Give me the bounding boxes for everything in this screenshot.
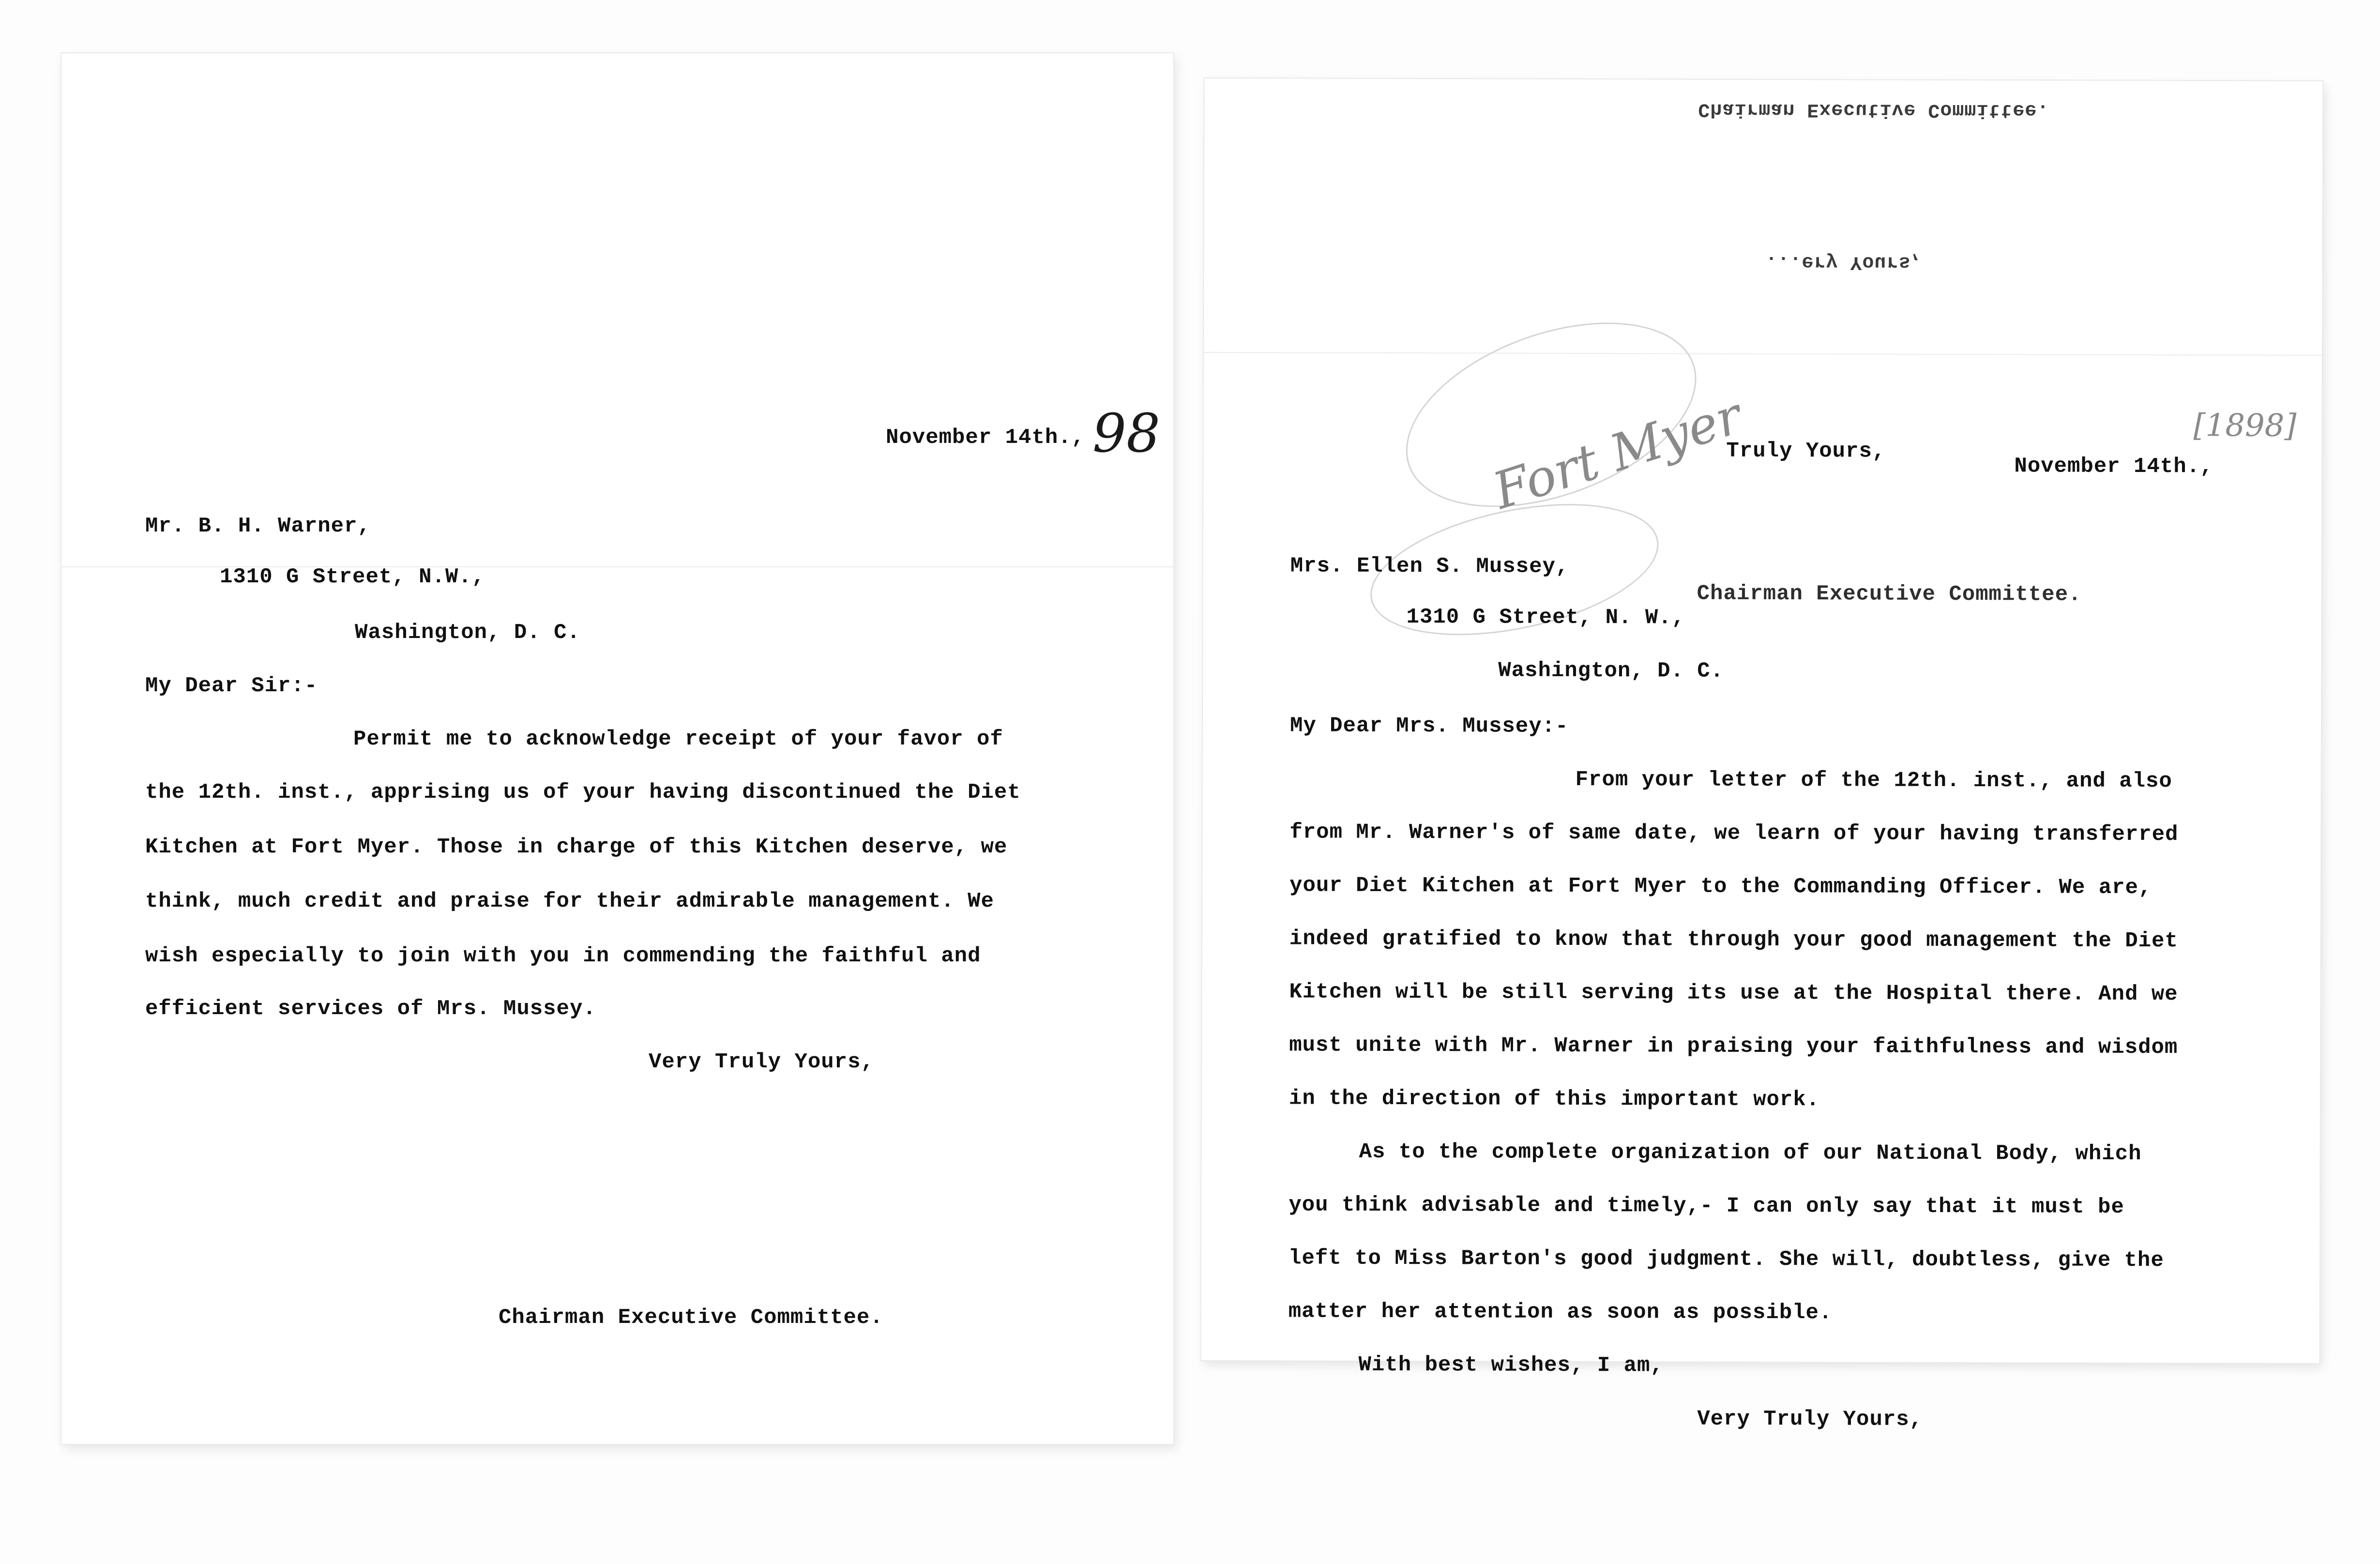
- left-salutation: My Dear Sir:-: [145, 674, 318, 698]
- right-body2-line-4: matter her attention as soon as possible.: [1288, 1299, 1833, 1325]
- right-body-line-2: from Mr. Warner's of same date, we learn of your having transferred: [1289, 820, 2179, 847]
- left-letter-page: [61, 53, 1173, 1444]
- right-body-line-5: Kitchen will be still serving its use at the Hospital there. And we: [1289, 980, 2178, 1007]
- right-body2-line-1: As to the complete organization of our National Body, which: [1359, 1139, 2142, 1167]
- right-street: 1310 G Street, N. W.,: [1406, 605, 1685, 630]
- pencil-corner-note: [1898]: [2193, 408, 2297, 444]
- left-body-line-6: efficient services of Mrs. Mussey.: [145, 997, 596, 1021]
- bleed-through-middle: ...ery Yours,: [1765, 251, 1923, 273]
- right-body-line-4: indeed gratified to know that through your good management the Diet: [1289, 926, 2178, 954]
- right-wishes: With best wishes, I am,: [1358, 1352, 1664, 1378]
- right-body2-line-3: left to Miss Barton's good judgment. She will, doubtless, give the: [1289, 1246, 2164, 1273]
- right-body-line-3: your Diet Kitchen at Fort Myer to the Commanding Officer. We are,: [1289, 873, 2152, 900]
- right-city: Washington, D. C.: [1498, 658, 1724, 683]
- left-body-line-3: Kitchen at Fort Myer. Those in charge of this Kitchen deserve, we: [145, 835, 1008, 859]
- fold-line: [1204, 352, 2322, 356]
- left-city: Washington, D. C.: [355, 621, 580, 645]
- left-date-handwritten-year: 98: [1092, 402, 1160, 464]
- left-date: November 14th.,: [886, 425, 1085, 450]
- right-upper-closing: Truly Yours,: [1726, 439, 1886, 464]
- left-street: 1310 G Street, N.W.,: [220, 565, 485, 589]
- left-signature-title: Chairman Executive Committee.: [499, 1306, 883, 1330]
- right-body-line-7: in the direction of this important work.: [1289, 1086, 1820, 1112]
- left-closing: Very Truly Yours,: [649, 1050, 874, 1074]
- right-addressee: Mrs. Ellen S. Mussey,: [1290, 554, 1569, 579]
- right-body2-line-2: you think advisable and timely,- I can only say that it must be: [1289, 1193, 2124, 1219]
- left-body-line-5: wish especially to join with you in commending the faithful and: [145, 944, 981, 968]
- pencil-note-fort-myer: Fort Myer: [1486, 385, 1749, 521]
- right-signature-bleed: Chairman Executive Committee.: [1697, 581, 2082, 607]
- left-addressee: Mr. B. H. Warner,: [145, 514, 371, 538]
- bleed-through-top: Chairman Executive Committee.: [1698, 98, 2049, 121]
- right-body-line-1: From your letter of the 12th. inst., and also: [1575, 767, 2172, 794]
- left-body-line-2: the 12th. inst., apprising us of your having discontinued the Diet: [145, 780, 1021, 805]
- left-body-line-4: think, much credit and praise for their admirable management. We: [145, 889, 994, 913]
- right-letter-page: [1201, 78, 2323, 1432]
- right-date: November 14th.,: [2014, 454, 2213, 479]
- right-body-line-6: must unite with Mr. Warner in praising your faithfulness and wisdom: [1289, 1033, 2178, 1060]
- right-closing: Very Truly Yours,: [1697, 1407, 1923, 1432]
- right-salutation: My Dear Mrs. Mussey:-: [1289, 714, 1569, 739]
- left-body-line-1: Permit me to acknowledge receipt of your favor of: [353, 727, 1003, 751]
